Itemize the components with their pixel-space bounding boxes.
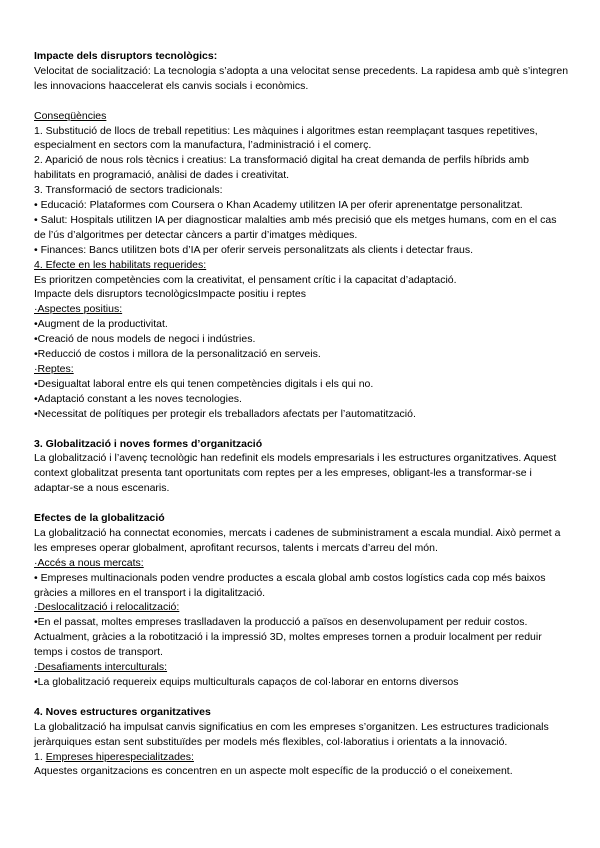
globalization-paragraph: La globalització i l’avenç tecnològic han redefinit els models empresarials i les estructures organitzatives. Aquest context globalitzat presenta tant oportunitats com reptes per a les empreses, obligant-les a transformar-se i adaptar-se a nous escenaris. bbox=[34, 452, 557, 495]
socialization-paragraph: Velocitat de socialització: La tecnologia s’adopta a una velocitat sense precedents. La rapidesa amb què s’integren les innovacions haaccelerat els canvis socials i econòmics. bbox=[34, 64, 569, 92]
markets-text: • Empreses multinacionals poden vendre productes a escala global amb costos logístics cada cop més baixos gràcies a millores en el transport i la digitalització. bbox=[34, 571, 546, 599]
hyperspecialized-number: 1. bbox=[34, 750, 46, 763]
hyperspecialized-text: Aquestes organitzacions es concentren en un aspecte molt específic de la producció o el coneixement. bbox=[34, 765, 513, 778]
consequence-1: 1. Substitució de llocs de treball repetitius: Les màquines i algoritmes estan reemplaçant tasques repetitives, especialment en sectors com la manufactura, l’administració i el comerç. bbox=[34, 124, 538, 152]
challenge-item: •Desigualtat laboral entre els qui tenen competències digitals i els qui no. bbox=[34, 377, 374, 390]
document-page bbox=[34, 49, 569, 779]
spacer bbox=[34, 690, 569, 705]
effects-title: Efectes de la globalització bbox=[34, 512, 165, 525]
consequence-3-finance: • Finances: Bancs utilitzen bots d’IA per oferir serveis personalitzats als clients i detectar fraus. bbox=[34, 243, 474, 256]
spacer bbox=[34, 94, 569, 109]
section-title-disruptors: Impacte dels disruptors tecnològics: bbox=[34, 50, 218, 62]
spacer bbox=[34, 422, 569, 437]
consequences-heading: Conseqüències bbox=[34, 109, 107, 122]
skills-text: Es prioritzen competències com la creativitat, el pensament crític i la capacitat d’adaptació. bbox=[34, 273, 457, 286]
section-title-structures: 4. Noves estructures organitzatives bbox=[34, 705, 211, 718]
positive-item: •Augment de la productivitat. bbox=[34, 318, 168, 331]
intercultural-heading: ·Desafiaments interculturals: bbox=[34, 661, 168, 674]
relocation-text: •En el passat, moltes empreses traslladaven la producció a països en desenvolupament per reduir costos. Actualment, gràcies a la robotització i la impressió 3D, moltes empreses tornen a produir localment per reduir temps i costos de transport. bbox=[34, 616, 542, 659]
positive-heading: ·Aspectes positius: bbox=[34, 303, 123, 316]
challenge-item: •Necessitat de polítiques per protegir els treballadors afectats per l’automatització. bbox=[34, 407, 416, 420]
skills-heading: 4. Efecte en les habilitats requerides: bbox=[34, 258, 207, 271]
consequence-3: 3. Transformació de sectors tradicionals: bbox=[34, 184, 223, 197]
hyperspecialized-heading-line bbox=[34, 750, 569, 765]
challenges-heading: ·Reptes: bbox=[34, 363, 74, 376]
consequence-3-health: • Salut: Hospitals utilitzen IA per diagnosticar malalties amb més precisió que els metges humans, com en el cas de l’ús d’algoritmes per detectar càncers a partir d’imatges mèdiques. bbox=[34, 213, 557, 241]
consequence-3-education: • Educació: Plataformes com Coursera o Khan Academy utilitzen IA per oferir aprenentatge personalitzat. bbox=[34, 199, 523, 212]
effects-paragraph: La globalització ha connectat economies, mercats i cadenes de subministrament a escala mundial. Això permet a les empreses operar globalment, aprofitant recursos, talents i mercats d’arreu del món. bbox=[34, 526, 561, 554]
structures-paragraph: La globalització ha impulsat canvis significatius en com les empreses s’organitzen. Les estructures tradicionals jeràrquiques estan sent substituïdes per models més flexibles, col·laboratius i orientats a la innovació. bbox=[34, 720, 549, 748]
markets-heading: ·Accés a nous mercats: bbox=[34, 556, 144, 569]
spacer bbox=[34, 496, 569, 511]
intercultural-text: •La globalització requereix equips multiculturals capaços de col·laborar en entorns diversos bbox=[34, 676, 459, 689]
positive-item: •Reducció de costos i millora de la personalització en serveis. bbox=[34, 348, 321, 361]
hyperspecialized-heading: Empreses hiperespecialitzades: bbox=[45, 750, 194, 763]
consequence-2: 2. Aparició de nous rols tècnics i creatius: La transformació digital ha creat demanda de perfils híbrids amb habilitats en programació, anàlisi de dades i creativitat. bbox=[34, 154, 529, 182]
section-title-globalization: 3. Globalització i noves formes d’organització bbox=[34, 437, 263, 450]
positive-item: •Creació de nous models de negoci i indústries. bbox=[34, 333, 256, 346]
impact-line: Impacte dels disruptors tecnològicsImpacte positiu i reptes bbox=[34, 288, 306, 301]
challenge-item: •Adaptació constant a les noves tecnologies. bbox=[34, 392, 242, 405]
relocation-heading: ·Deslocalització i relocalització: bbox=[34, 601, 180, 614]
